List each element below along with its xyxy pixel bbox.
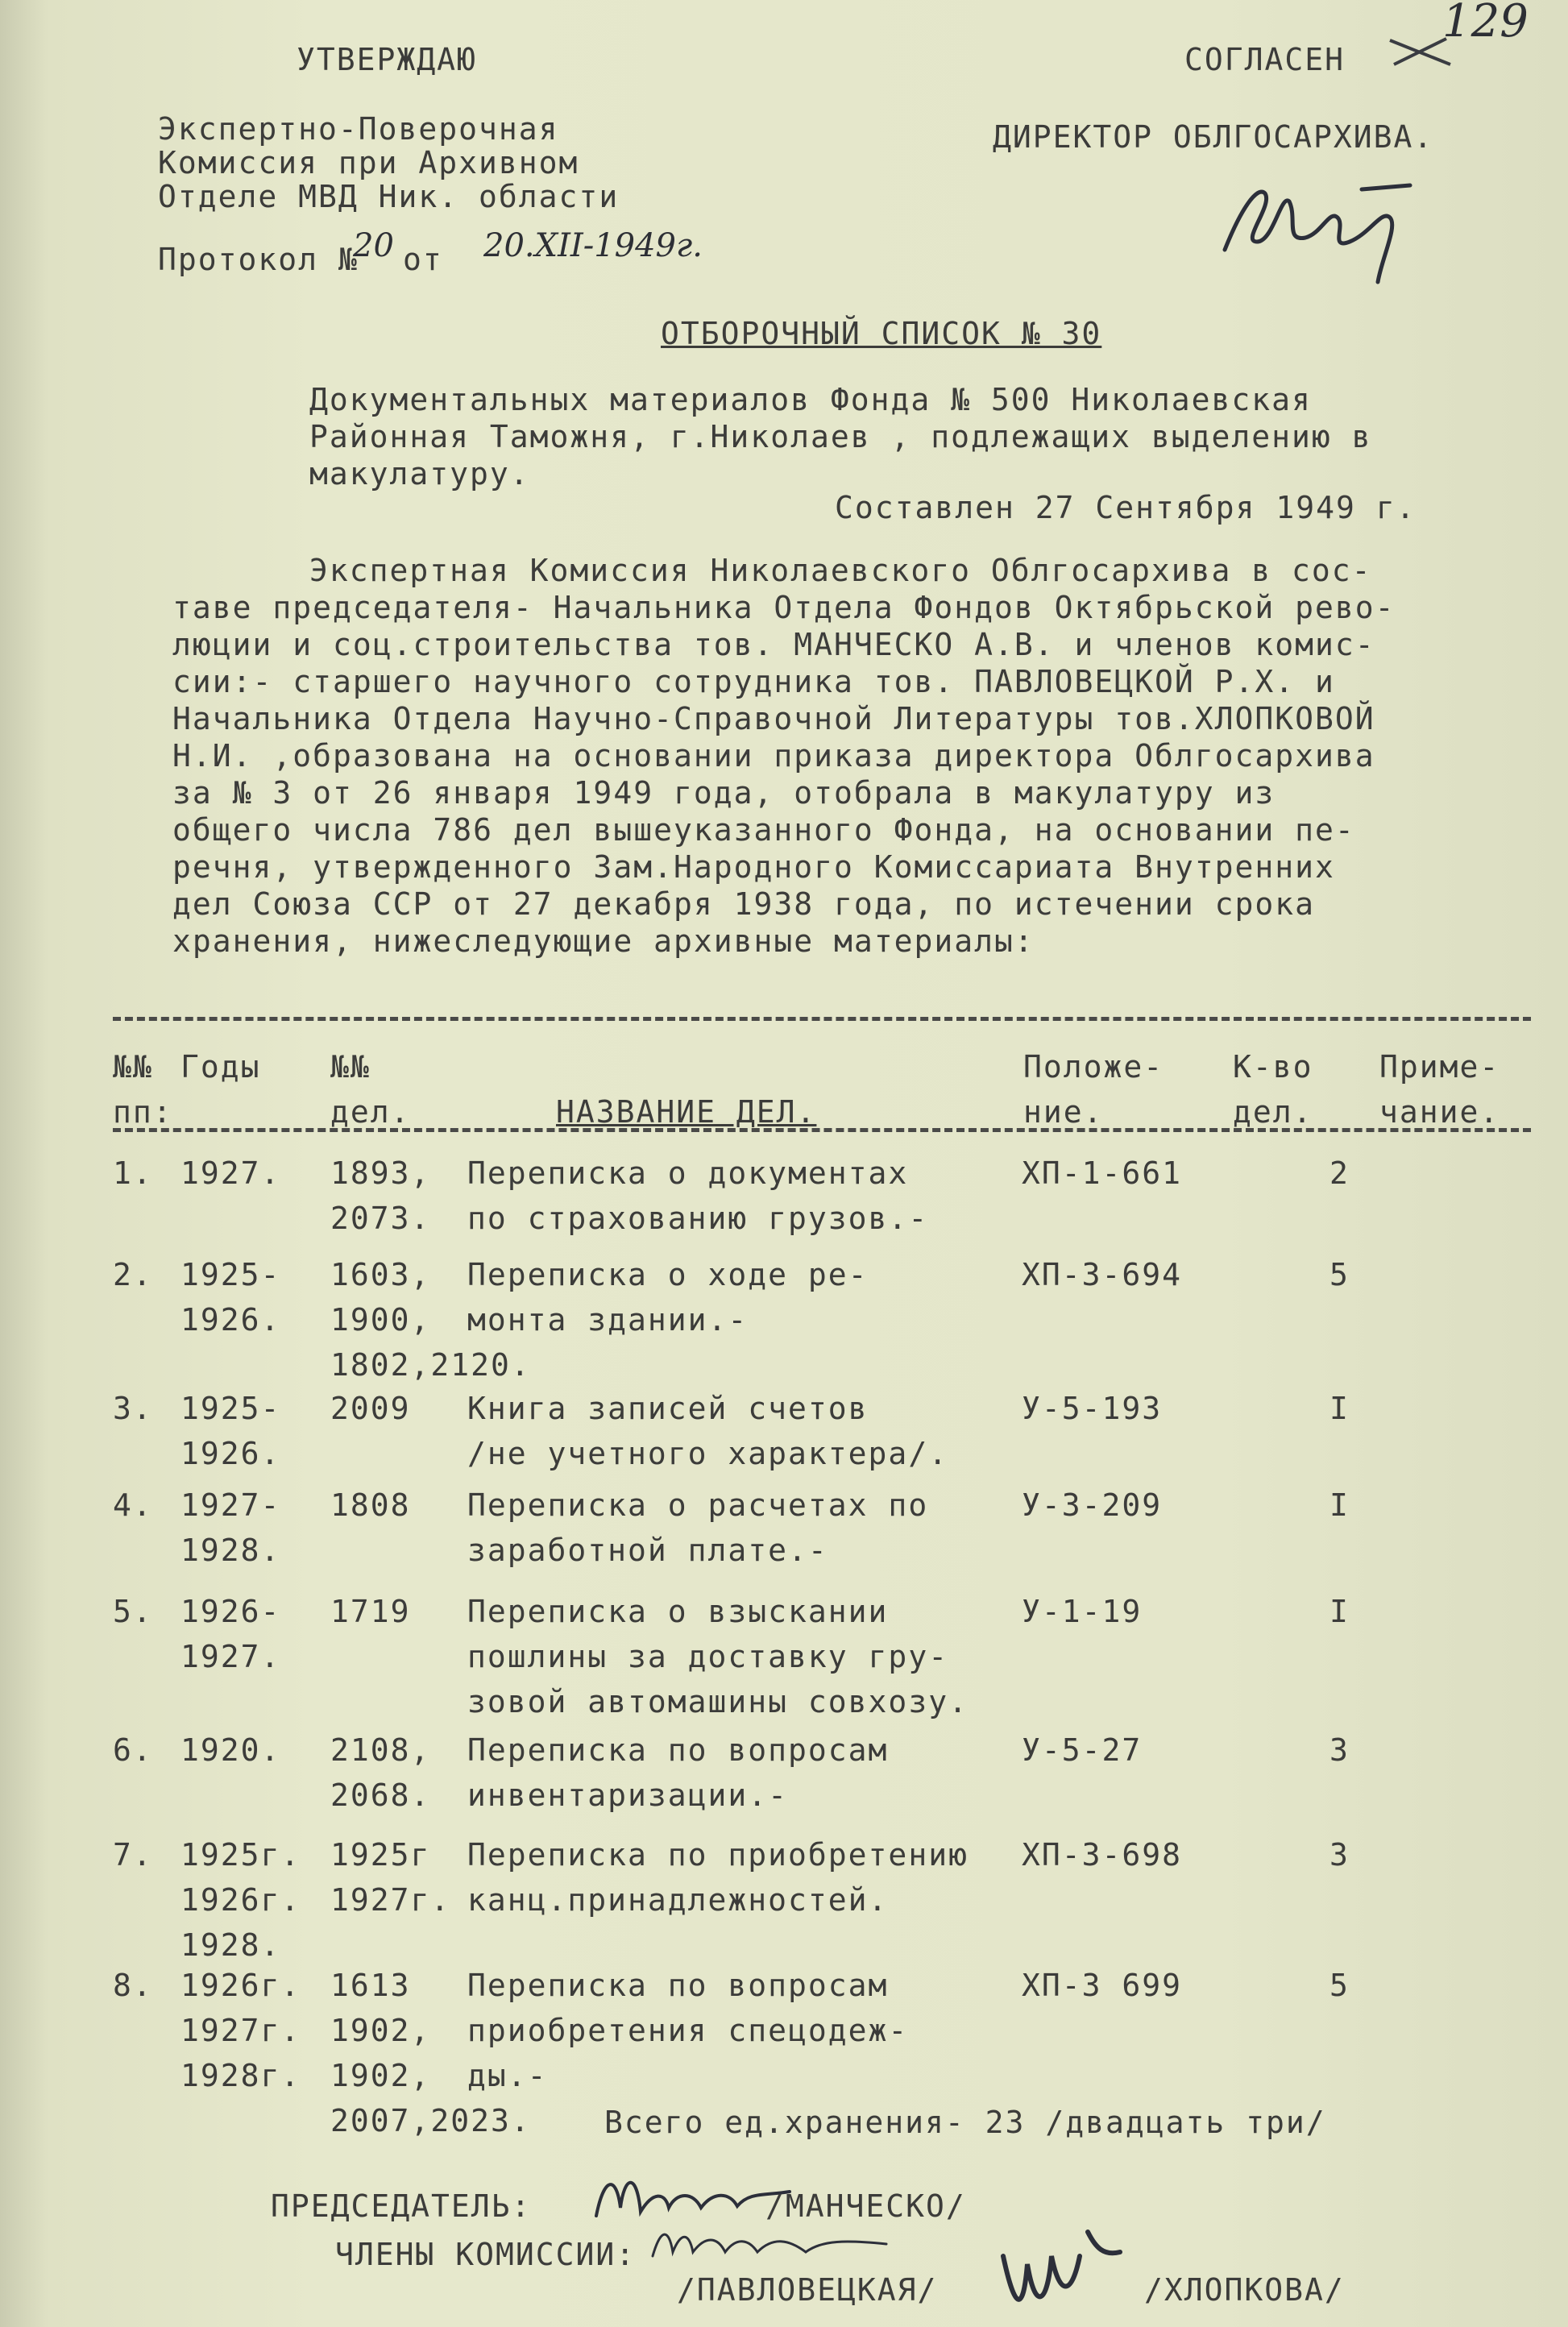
row-3-position: У-5-193 — [1022, 1391, 1163, 1426]
director-signature-icon — [1209, 161, 1434, 290]
row-3-num: 3. — [113, 1391, 153, 1426]
header-note: Приме- чание. — [1379, 1049, 1500, 1130]
body-line-4: сии:- старшего научного сотрудника тов. ПАВЛОВЕЦКОЙ Р.Х. и — [172, 664, 1335, 699]
row-7-count: 3 — [1329, 1837, 1350, 1873]
row-8-case-line: 1902, — [330, 2058, 431, 2093]
row-6-years — [180, 1728, 280, 1773]
row-2-count: 5 — [1329, 1257, 1350, 1292]
approve-line-1: Экспертно-Поверочная — [158, 111, 559, 147]
row-1-num: 1. — [113, 1155, 153, 1191]
chair-name: /МАНЧЕСКО/ — [765, 2188, 966, 2224]
row-8-name-line: Переписка по вопросам — [467, 1968, 889, 2003]
row-3-name-line: /не учетного характера/. — [467, 1436, 949, 1471]
row-4-count: I — [1329, 1487, 1350, 1523]
row-5-case-line: 1719 — [330, 1594, 411, 1629]
row-7-name-line: канц.принадлежностей. — [467, 1882, 889, 1918]
row-6-name — [467, 1728, 888, 1818]
protocol-from: от — [403, 242, 443, 277]
row-6-case — [330, 1728, 430, 1818]
row-5-name-line: зовой автомашины совхозу. — [467, 1684, 969, 1719]
row-4-case — [330, 1483, 411, 1528]
row-3-years-line: 1926. — [180, 1436, 281, 1471]
row-4-years — [180, 1483, 280, 1573]
row-4-years-line: 1928. — [180, 1533, 281, 1568]
row-1-case-line: 1893, — [330, 1155, 431, 1191]
row-6-position: У-5-27 — [1022, 1732, 1143, 1768]
row-8-name — [467, 1963, 908, 2098]
row-3-years-line: 1925- — [180, 1391, 281, 1426]
protocol-date: 20.XII-1949г. — [483, 227, 703, 264]
row-8-years-line: 1927г. — [180, 2013, 301, 2048]
total-units: Всего ед.хранения- 23 /двадцать три/ — [604, 2105, 1326, 2140]
row-3-name — [467, 1386, 948, 1476]
row-1-name-line: Переписка о документах — [467, 1155, 909, 1191]
body-line-3: люции и соц.строительства тов. МАНЧЕСКО А.В. и членов комис- — [172, 627, 1375, 662]
row-8-case-line: 1613 — [330, 1968, 411, 2003]
subtitle-line-3: макулатуру. — [309, 456, 530, 492]
row-3-case — [330, 1386, 411, 1431]
row-7-name — [467, 1832, 969, 1923]
member1-signature-icon — [645, 2216, 902, 2272]
members-label: ЧЛЕНЫ КОМИССИИ: — [335, 2237, 637, 2272]
agree-title: СОГЛАСЕН — [1184, 42, 1346, 77]
row-8-case-line: 2007,2023. — [330, 2103, 531, 2138]
member1-name: /ПАВЛОВЕЦКАЯ/ — [677, 2272, 938, 2308]
approve-title: УТВЕРЖДАЮ — [297, 42, 477, 77]
row-2-years-line: 1925- — [180, 1257, 281, 1292]
row-7-years-line: 1926г. — [180, 1882, 301, 1918]
page-number: 129 — [1442, 0, 1529, 48]
body-line-2: таве председателя- Начальника Отдела Фондов Октябрьской рево- — [172, 590, 1396, 625]
row-5-name — [467, 1589, 969, 1724]
header-num: №№ пп: — [113, 1049, 173, 1130]
body-line-9: речня, утвержденного Зам.Народного Комиссариата Внутренних — [172, 849, 1335, 885]
approve-line-2: Комиссия при Архивном — [158, 145, 579, 180]
row-4-position: У-3-209 — [1022, 1487, 1163, 1523]
row-4-case-line: 1808 — [330, 1487, 411, 1523]
row-7-case-line: 1925г — [330, 1837, 431, 1873]
row-5-position: У-1-19 — [1022, 1594, 1143, 1629]
row-2-years-line: 1926. — [180, 1302, 281, 1338]
row-7-years — [180, 1832, 301, 1968]
row-1-years — [180, 1151, 280, 1196]
row-5-count: I — [1329, 1594, 1350, 1629]
row-4-years-line: 1927- — [180, 1487, 281, 1523]
row-8-years-line: 1926г. — [180, 1968, 301, 2003]
agree-position: ДИРЕКТОР ОБЛГОСАРХИВА. — [993, 119, 1434, 155]
row-6-name-line: инвентаризации.- — [467, 1777, 789, 1813]
row-8-case-line: 1902, — [330, 2013, 431, 2048]
row-2-name — [467, 1252, 869, 1342]
chair-label: ПРЕДСЕДАТЕЛЬ: — [271, 2188, 532, 2224]
header-position: Положе- ние. — [1023, 1049, 1164, 1130]
row-2-position: ХП-3-694 — [1022, 1257, 1183, 1292]
header-count: К-во дел. — [1233, 1049, 1313, 1130]
row-8-position: ХП-3 699 — [1022, 1968, 1183, 2003]
row-1-count: 2 — [1329, 1155, 1350, 1191]
row-1-name-line: по страхованию грузов.- — [467, 1201, 929, 1236]
cross-mark-icon — [1386, 32, 1458, 73]
row-8-count: 5 — [1329, 1968, 1350, 2003]
row-8-num: 8. — [113, 1968, 153, 2003]
row-1-position: ХП-1-661 — [1022, 1155, 1183, 1191]
body-line-6: Н.И. ,образована на основании приказа директора Облгосархива — [172, 738, 1375, 774]
row-1-case — [330, 1151, 430, 1241]
row-6-years-line: 1920. — [180, 1732, 281, 1768]
row-4-name-line: заработной плате.- — [467, 1533, 828, 1568]
approve-line-3: Отделе МВД Ник. области — [158, 179, 620, 214]
protocol-label: Протокол № — [158, 242, 359, 277]
table-top-divider — [113, 1017, 1531, 1021]
row-7-case — [330, 1832, 450, 1923]
row-7-num: 7. — [113, 1837, 153, 1873]
row-5-years-line: 1926- — [180, 1594, 281, 1629]
row-7-position: ХП-3-698 — [1022, 1837, 1183, 1873]
row-5-years — [180, 1589, 280, 1679]
row-8-name-line: приобретения спецодеж- — [467, 2013, 909, 2048]
header-case: №№ дел. — [330, 1049, 411, 1130]
body-line-5: Начальника Отдела Научно-Справочной Литературы тов.ХЛОПКОВОЙ — [172, 701, 1375, 736]
row-5-name-line: Переписка о взыскании — [467, 1594, 889, 1629]
row-6-num: 6. — [113, 1732, 153, 1768]
row-2-name-line: Переписка о ходе ре- — [467, 1257, 869, 1292]
subtitle-line-1: Документальных материалов Фонда № 500 Николаевская — [309, 382, 1312, 417]
document-title: ОТБОРОЧНЫЙ СПИСОК № 30 — [661, 316, 1102, 351]
row-4-name — [467, 1483, 928, 1573]
row-7-case-line: 1927г. — [330, 1882, 451, 1918]
row-6-count: 3 — [1329, 1732, 1350, 1768]
row-5-case — [330, 1589, 411, 1634]
row-6-case-line: 2068. — [330, 1777, 431, 1813]
row-3-years — [180, 1386, 280, 1476]
row-2-years — [180, 1252, 280, 1342]
protocol-number: 20 — [353, 227, 394, 264]
header-years: Годы — [180, 1049, 261, 1085]
row-8-years-line: 1928г. — [180, 2058, 301, 2093]
row-6-case-line: 2108, — [330, 1732, 431, 1768]
row-3-case-line: 2009 — [330, 1391, 411, 1426]
subtitle-line-2: Районная Таможня, г.Николаев , подлежащих выделению в — [309, 419, 1372, 454]
body-line-7: за № 3 от 26 января 1949 года, отобрала в макулатуру из — [172, 775, 1276, 811]
row-5-name-line: пошлины за доставку гру- — [467, 1639, 949, 1674]
body-line-8: общего числа 786 дел вышеуказанного Фонда, на основании пе- — [172, 812, 1355, 848]
row-1-case-line: 2073. — [330, 1201, 431, 1236]
member2-signature-icon — [991, 2224, 1128, 2321]
row-2-case-line: 1900, — [330, 1302, 431, 1338]
row-1-name — [467, 1151, 928, 1241]
row-2-name-line: монта здании.- — [467, 1302, 749, 1338]
body-line-10: дел Союза ССР от 27 декабря 1938 года, по истечении срока — [172, 886, 1316, 922]
row-5-num: 5. — [113, 1594, 153, 1629]
row-4-name-line: Переписка о расчетах по — [467, 1487, 929, 1523]
body-line-1: Экспертная Комиссия Николаевского Облгосархива в сос- — [309, 553, 1372, 588]
composed-date: Составлен 27 Сентября 1949 г. — [835, 490, 1417, 525]
body-line-11: хранения, нижеследующие архивные материалы: — [172, 923, 1035, 959]
row-7-years-line: 1925г. — [180, 1837, 301, 1873]
row-7-name-line: Переписка по приобретению — [467, 1837, 969, 1873]
row-4-num: 4. — [113, 1487, 153, 1523]
row-8-name-line: ды.- — [467, 2058, 548, 2093]
member2-name: /ХЛОПКОВА/ — [1144, 2272, 1345, 2308]
row-1-years-line: 1927. — [180, 1155, 281, 1191]
row-7-years-line: 1928. — [180, 1927, 281, 1963]
row-3-count: I — [1329, 1391, 1350, 1426]
row-3-name-line: Книга записей счетов — [467, 1391, 869, 1426]
row-6-name-line: Переписка по вопросам — [467, 1732, 889, 1768]
row-2-case-line: 1603, — [330, 1257, 431, 1292]
table-header-divider — [113, 1128, 1531, 1132]
row-5-years-line: 1927. — [180, 1639, 281, 1674]
row-8-years — [180, 1963, 301, 2098]
row-2-num: 2. — [113, 1257, 153, 1292]
header-name: НАЗВАНИЕ ДЕЛ. — [556, 1094, 817, 1130]
row-2-case-line: 1802,2120. — [330, 1347, 531, 1383]
